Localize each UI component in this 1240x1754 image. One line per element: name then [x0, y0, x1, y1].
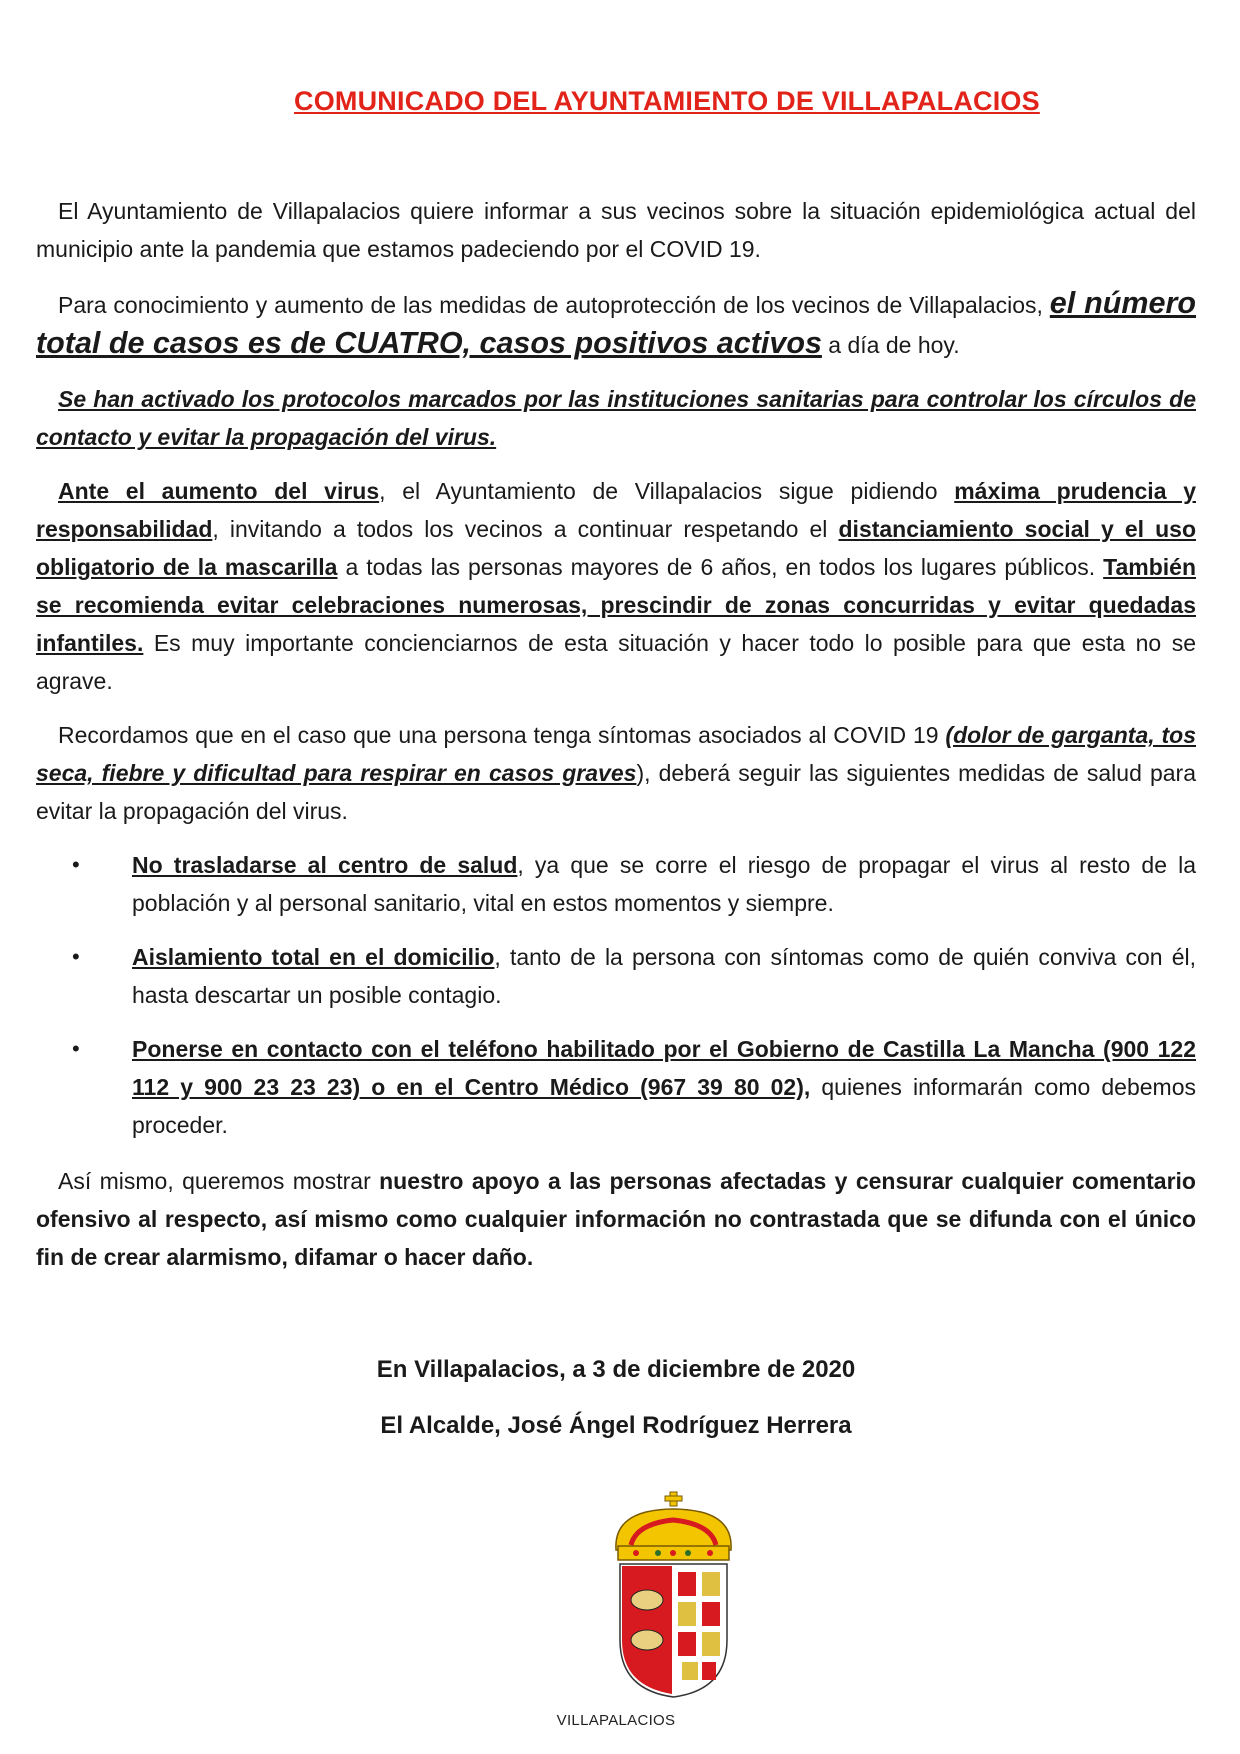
- document-body: [36, 192, 1196, 1292]
- date-line: En Villapalacios, a 3 de diciembre de 2020: [376, 1356, 856, 1383]
- list-item: • No trasladarse al centro de salud, ya que se corre el riesgo de propagar el virus al resto de la población y al personal sanitario, vital en estos momentos y siempre.: [36, 846, 1196, 922]
- bullet-icon: •: [72, 1036, 80, 1061]
- crown-icon: [616, 1492, 731, 1560]
- paragraph-measures: Ante el aumento del virus, el Ayuntamiento de Villapalacios sigue pidiendo máxima prudencia y responsabilidad, invitando a todos los vecinos a continuar respetando el distanciamiento social y el uso obligatorio de la mascarilla a todas las personas mayores de 6 años, en todos los lugares públicos. También se recomienda evitar celebraciones numerosas, prescindir de zonas concurridas y evitar quedadas infantiles. Es muy importante concienciarnos de esta situación y hacer todo lo posible para que esta no se agrave.: [36, 478, 1197, 694]
- town-label: VILLAPALACIOS: [556, 1712, 676, 1729]
- paragraph-symptoms: Recordamos que en el caso que una persona tenga síntomas asociados al COVID 19 (dolor de garganta, tos seca, fiebre y dificultad para respirar en casos graves), deberá seguir las siguientes medidas de salud para evitar la propagación del virus.: [36, 722, 1197, 824]
- page-title: COMUNICADO DEL AYUNTAMIENTO DE VILLAPALACIOS: [294, 86, 1040, 116]
- bullet-icon: •: [72, 944, 80, 969]
- coat-of-arms-icon: [606, 1490, 741, 1700]
- paragraph-cases: Para conocimiento y aumento de las medidas de autoprotección de los vecinos de Villapalacios, el número total de casos es de CUATRO, casos positivos activos a día de hoy.: [36, 286, 1197, 360]
- cases-highlight: el número total de casos es de CUATRO, casos positivos activos: [36, 286, 1197, 360]
- list-item: • Aislamiento total en el domicilio, tanto de la persona con síntomas como de quién conviva con él, hasta descartar un posible contagio.: [36, 938, 1196, 1014]
- list-item: • Ponerse en contacto con el teléfono habilitado por el Gobierno de Castilla La Mancha (900 122 112 y 900 23 23 23) o en el Centro Médico (967 39 80 02), quienes informarán como debemos proceder.: [36, 1030, 1196, 1144]
- paragraph-support: Así mismo, queremos mostrar nuestro apoyo a las personas afectadas y censurar cualquier comentario ofensivo al respecto, así mismo como cualquier información no contrastada que se difunda con el único fin de crear alarmismo, difamar o hacer daño.: [36, 1168, 1196, 1270]
- paragraph-intro: El Ayuntamiento de Villapalacios quiere informar a sus vecinos sobre la situación epidemiológica actual del municipio ante la pandemia que estamos padeciendo por el COVID 19.: [36, 198, 1196, 262]
- paragraph-protocols: Se han activado los protocolos marcados por las instituciones sanitarias para controlar los círculos de contacto y evitar la propagación del virus.: [36, 386, 1196, 450]
- health-measures-list: [36, 846, 1196, 1144]
- bullet-icon: •: [72, 852, 80, 877]
- signature: El Alcalde, José Ángel Rodríguez Herrera: [380, 1412, 852, 1439]
- shield-icon: [620, 1564, 727, 1697]
